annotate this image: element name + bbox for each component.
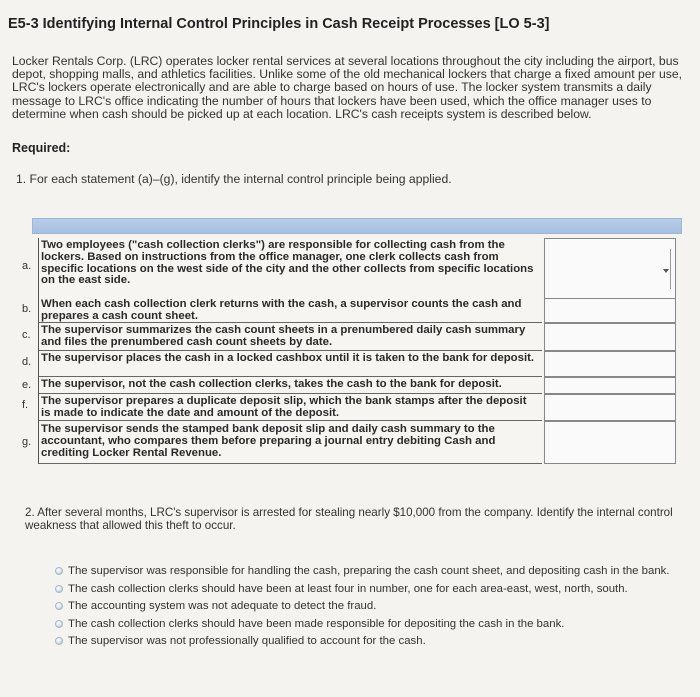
statements-table [14, 218, 676, 464]
chevron-down-icon[interactable] [663, 269, 669, 273]
statement-text: The supervisor places the cash in a locked cashbox until it is taken to the bank for deposit. [38, 351, 542, 377]
question-2: 2. After several months, LRC's supervisor is arrested for stealing nearly $10,000 from the company. Identify the internal control weakness that allowed this theft to occur. [25, 506, 673, 532]
radio-button-icon[interactable] [55, 637, 63, 645]
option-item[interactable] [55, 600, 675, 613]
intro-paragraph: Locker Rentals Corp. (LRC) operates locker rental services at several locations throughout the city including the airport, bus depot, shopping malls, and athletics facilities. Unlike some of the old mechanical lockers that charge a fixed amount per use, LRC's lockers operate electronically and are able to charge based on hours of use. The locker system transmits a daily message to LRC's office indicating the number of hours that lockers have been used, which the office manager uses to determine when cash should be picked up at each location. LRC's cash receipts system is described below. [12, 54, 682, 121]
option-item[interactable] [55, 583, 675, 596]
table-row [14, 298, 676, 323]
option-label: The supervisor was not professionally qualified to account for the cash. [68, 635, 426, 648]
table-row [14, 377, 676, 394]
row-letter: a. [22, 260, 32, 272]
row-letter: g. [22, 436, 32, 448]
principle-dropdown-c[interactable] [544, 323, 676, 351]
statement-text: Two employees ("cash collection clerks") are responsible for collecting cash from the lockers. Based on instructions from the office manager, one clerk collects cash from specific locations on the west side of the city and the other collects from specific locations on the east side. [38, 238, 542, 308]
statement-text: When each cash collection clerk returns with the cash, a supervisor counts the cash and prepares a cash count sheet. [38, 298, 542, 323]
statement-text: The supervisor sends the stamped bank deposit slip and daily cash summary to the accountant, who compares them before preparing a journal entry debiting Cash and crediting Locker Rental Revenue. [38, 421, 542, 464]
question-1: 1. For each statement (a)–(g), identify the internal control principle being applied. [16, 172, 452, 186]
option-label: The cash collection clerks should have been at least four in number, one for each area-east, west, north, south. [68, 582, 628, 595]
row-letter: b. [22, 303, 32, 315]
table-row [14, 394, 676, 421]
dropdown-divider [670, 249, 671, 289]
statement-text: The supervisor, not the cash collection clerks, takes the cash to the bank for deposit. [38, 377, 542, 394]
row-letter: f. [22, 399, 29, 411]
page-title: E5-3 Identifying Internal Control Principles in Cash Receipt Processes [LO 5-3] [8, 16, 550, 32]
option-item[interactable] [55, 618, 675, 631]
option-item[interactable] [55, 635, 675, 648]
answer-options [55, 565, 675, 653]
radio-button-icon[interactable] [55, 602, 63, 610]
radio-button-icon[interactable] [55, 585, 63, 593]
option-label: The supervisor was responsible for handling the cash, preparing the cash count sheet, and depositing cash in the bank. [68, 565, 670, 577]
row-letter: e. [22, 379, 32, 391]
radio-button-icon[interactable] [55, 620, 63, 628]
option-label: The cash collection clerks should have been made responsible for depositing the cash in the bank. [68, 617, 565, 630]
required-label: Required: [12, 141, 71, 155]
radio-button-icon[interactable] [55, 567, 63, 575]
principle-dropdown-e[interactable] [544, 377, 676, 394]
principle-dropdown-d[interactable] [544, 351, 676, 377]
table-row [14, 351, 676, 377]
table-header [32, 218, 682, 234]
option-item[interactable] [55, 565, 675, 578]
option-label: The accounting system was not adequate to detect the fraud. [68, 600, 377, 613]
statement-text: The supervisor prepares a duplicate deposit slip, which the bank stamps after the deposit is made to indicate the date and amount of the deposit. [38, 394, 542, 421]
principle-dropdown-f[interactable] [544, 394, 676, 421]
row-letter: c. [22, 329, 31, 341]
table-row [14, 421, 676, 464]
table-row [14, 323, 676, 351]
row-letter: d. [22, 356, 32, 368]
statement-text: The supervisor summarizes the cash count sheets in a prenumbered daily cash summary and files the prenumbered cash count sheets by date. [38, 323, 542, 351]
principle-dropdown-b[interactable] [544, 298, 676, 323]
principle-dropdown-g[interactable] [544, 421, 676, 464]
